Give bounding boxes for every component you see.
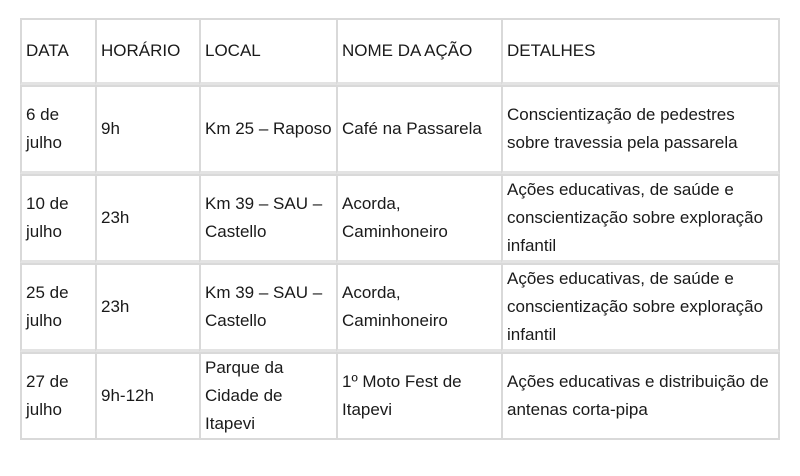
cell-local: Km 25 – Raposo xyxy=(199,85,336,174)
events-table xyxy=(20,18,780,440)
table-row xyxy=(20,174,780,263)
cell-horario: 23h xyxy=(95,174,199,263)
cell-nome-da-acao: Café na Passarela xyxy=(336,85,501,174)
header-horario: HORÁRIO xyxy=(95,18,199,85)
header-detalhes: DETALHES xyxy=(501,18,780,85)
header-data: DATA xyxy=(20,18,95,85)
cell-local: Km 39 – SAU – Castello xyxy=(199,174,336,263)
cell-local: Km 39 – SAU – Castello xyxy=(199,263,336,352)
cell-local: Parque da Cidade de Itapevi xyxy=(199,352,336,440)
table-row xyxy=(20,352,780,440)
cell-nome-da-acao: 1º Moto Fest de Itapevi xyxy=(336,352,501,440)
cell-detalhes: Ações educativas, de saúde e conscientização sobre exploração infantil xyxy=(501,263,780,352)
cell-nome-da-acao: Acorda, Caminhoneiro xyxy=(336,263,501,352)
header-row xyxy=(20,18,780,85)
cell-detalhes: Conscientização de pedestres sobre travessia pela passarela xyxy=(501,85,780,174)
cell-horario: 9h xyxy=(95,85,199,174)
cell-data: 27 de julho xyxy=(20,352,95,440)
cell-detalhes: Ações educativas e distribuição de antenas corta-pipa xyxy=(501,352,780,440)
cell-data: 25 de julho xyxy=(20,263,95,352)
cell-nome-da-acao: Acorda, Caminhoneiro xyxy=(336,174,501,263)
cell-horario: 23h xyxy=(95,263,199,352)
header-nome-da-acao: NOME DA AÇÃO xyxy=(336,18,501,85)
table-row xyxy=(20,85,780,174)
cell-data: 6 de julho xyxy=(20,85,95,174)
table-row xyxy=(20,263,780,352)
header-local: LOCAL xyxy=(199,18,336,85)
cell-detalhes: Ações educativas, de saúde e conscientização sobre exploração infantil xyxy=(501,174,780,263)
cell-horario: 9h-12h xyxy=(95,352,199,440)
cell-data: 10 de julho xyxy=(20,174,95,263)
